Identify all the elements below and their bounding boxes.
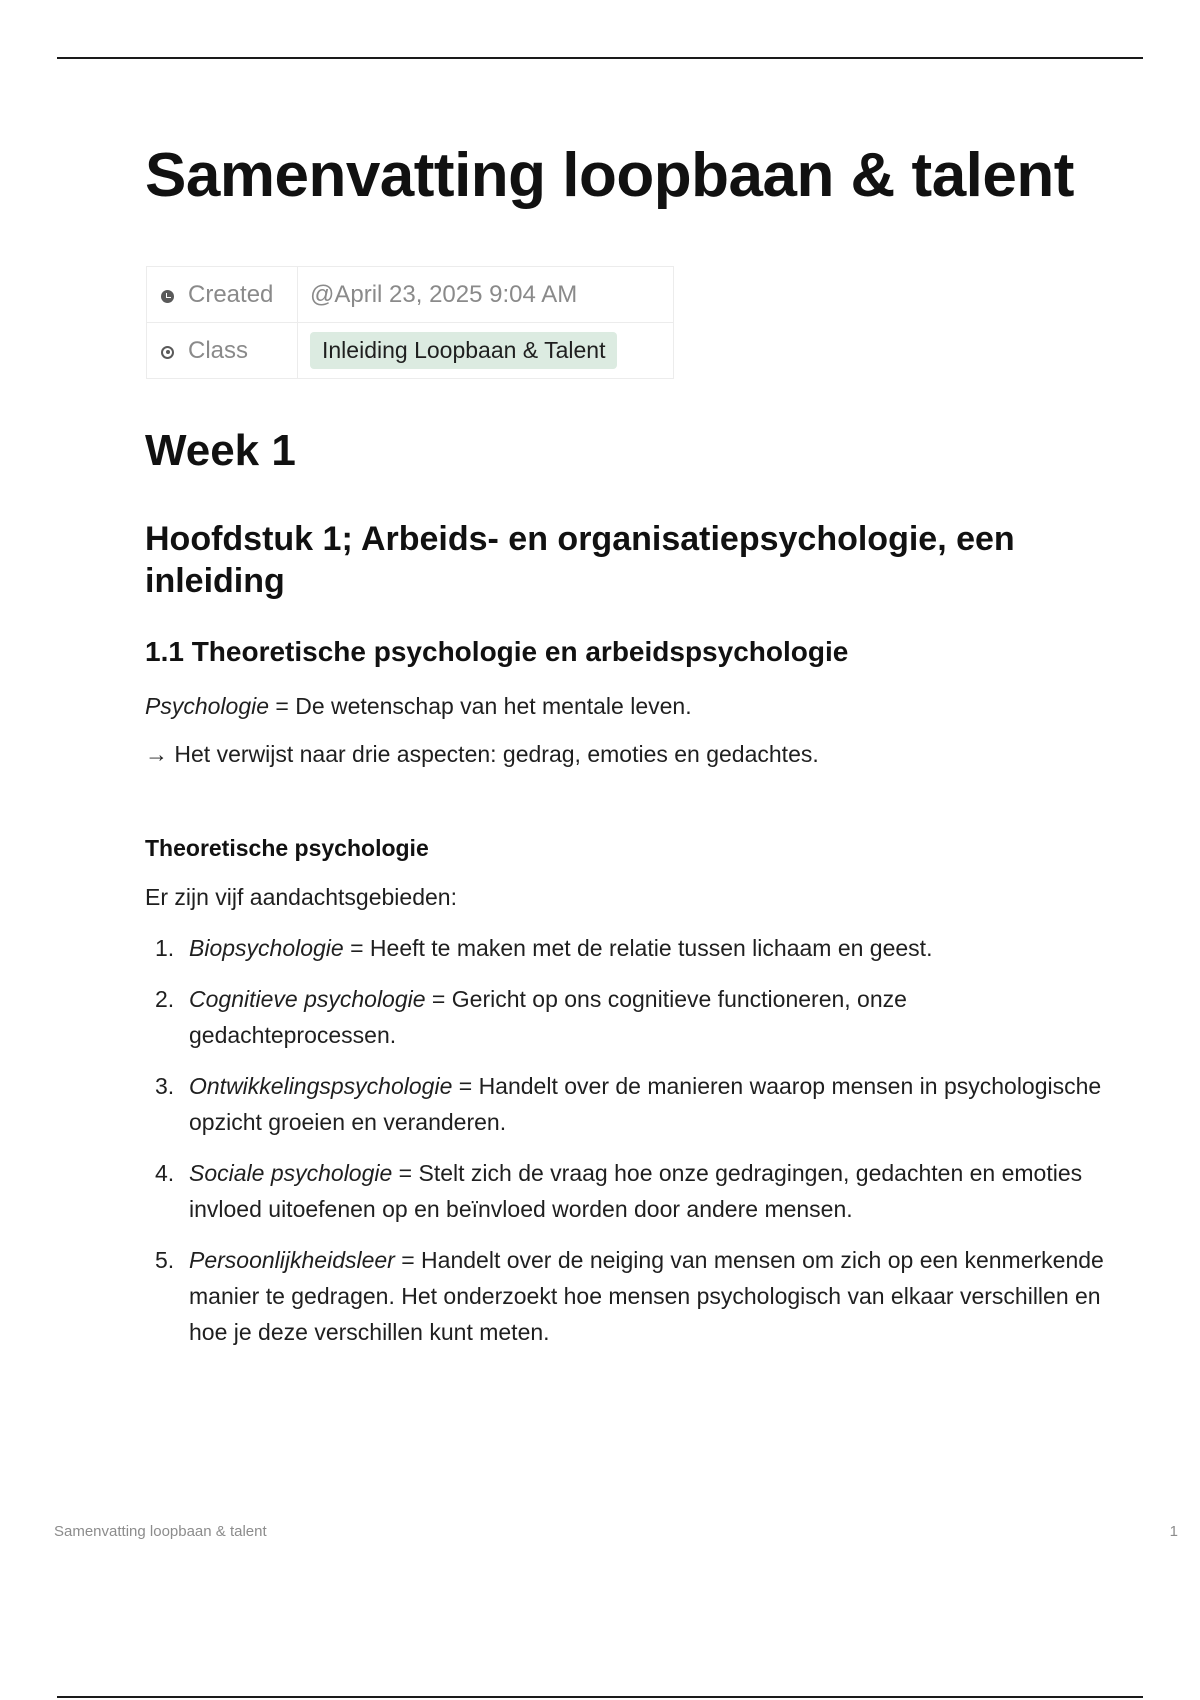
- list-number: 2.: [155, 986, 175, 1012]
- property-value-cell[interactable]: [298, 323, 674, 379]
- property-key-cell: [147, 267, 298, 323]
- footer-title: Samenvatting loopbaan & talent: [54, 1523, 267, 1540]
- page-title: Samenvatting loopbaan & talent: [145, 141, 1074, 210]
- list-number: 1.: [155, 935, 175, 961]
- list-number: 4.: [155, 1160, 175, 1186]
- list-item: [145, 1242, 1105, 1350]
- section-heading: 1.1 Theoretische psychologie en arbeidspsychologie: [145, 636, 849, 667]
- week-heading: Week 1: [145, 426, 296, 475]
- target-icon: [161, 346, 174, 359]
- definition-text: = De wetenschap van het mentale leven.: [269, 693, 692, 719]
- property-key-label: Class: [188, 336, 249, 364]
- created-date-value: @April 23, 2025 9:04 AM: [310, 280, 578, 308]
- list-item: [145, 930, 1105, 966]
- property-row-created: [147, 267, 674, 323]
- properties-table: [146, 266, 674, 379]
- numbered-list: [145, 930, 1105, 1365]
- class-tag[interactable]: Inleiding Loopbaan & Talent: [310, 332, 617, 369]
- list-term: Sociale psychologie: [189, 1160, 393, 1186]
- intro-paragraph: Er zijn vijf aandachtsgebieden:: [145, 884, 457, 910]
- list-item: [145, 981, 1105, 1053]
- property-key-cell: [147, 323, 298, 379]
- list-number: 5.: [155, 1247, 175, 1273]
- list-number: 3.: [155, 1073, 175, 1099]
- list-text: = Stelt zich de vraag hoe onze gedragingen, gedachten en emoties invloed uitoefenen op en beïnvloed worden door andere mensen.: [189, 1160, 1083, 1222]
- footer-page-number: 1: [1169, 1523, 1178, 1540]
- clock-icon: [161, 290, 174, 303]
- list-term: Persoonlijkheidsleer: [189, 1247, 395, 1273]
- property-value-cell[interactable]: [298, 267, 674, 323]
- list-term: Biopsychologie: [189, 935, 344, 961]
- arrow-paragraph: → Het verwijst naar drie aspecten: gedrag, emoties en gedachtes.: [145, 741, 819, 767]
- list-term: Cognitieve psychologie: [189, 986, 426, 1012]
- list-item: [145, 1068, 1105, 1140]
- list-text: = Handelt over de neiging van mensen om zich op een kenmerkende manier te gedragen. Het onderzoekt hoe mensen psychologisch van elkaar verschillen en hoe je deze verschillen kunt meten.: [189, 1247, 1104, 1345]
- subheading-theoretische: Theoretische psychologie: [145, 835, 429, 861]
- list-text: = Handelt over de manieren waarop mensen in psychologische opzicht groeien en veranderen.: [189, 1073, 1102, 1135]
- list-text: = Gericht op ons cognitieve functioneren, onze gedachteprocessen.: [189, 986, 907, 1048]
- chapter-heading: Hoofdstuk 1; Arbeids- en organisatiepsychologie, een inleiding: [145, 520, 1015, 600]
- top-rule: [57, 57, 1143, 59]
- list-item: [145, 1155, 1105, 1227]
- list-text: = Heeft te maken met de relatie tussen lichaam en geest.: [343, 935, 933, 961]
- definition-paragraph: [145, 693, 692, 720]
- definition-term: Psychologie: [145, 693, 270, 719]
- bottom-rule: [57, 1696, 1143, 1698]
- property-key-label: Created: [188, 280, 274, 308]
- property-row-class: [147, 323, 674, 379]
- list-term: Ontwikkelingspsychologie: [189, 1073, 453, 1099]
